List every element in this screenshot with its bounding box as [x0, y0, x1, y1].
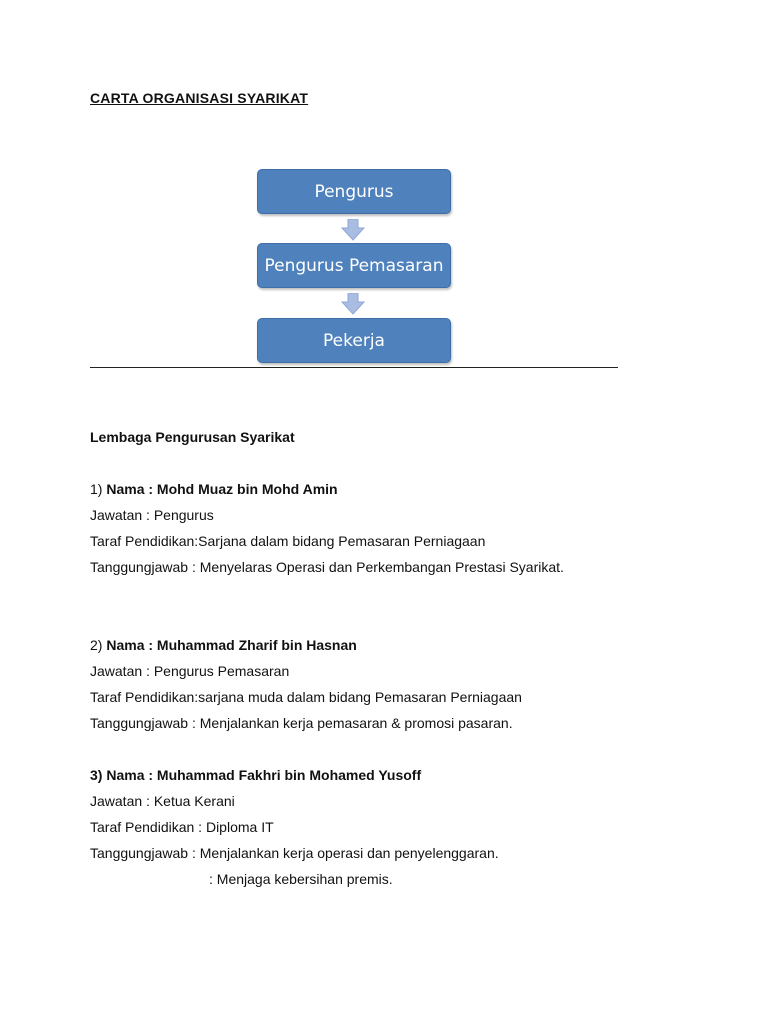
member-1-name-line — [90, 481, 338, 497]
section-title: Lembaga Pengurusan Syarikat — [90, 429, 295, 445]
member-3-jawatan: Jawatan : Ketua Kerani — [90, 793, 235, 809]
member-2-number: 2) — [90, 637, 103, 653]
member-1-jawatan: Jawatan : Pengurus — [90, 507, 214, 523]
org-box-pengurus: Pengurus — [257, 169, 451, 214]
org-box-pengurus-pemasaran: Pengurus Pemasaran — [257, 243, 451, 288]
member-2-name-line — [90, 637, 357, 653]
member-3-name-line — [90, 767, 421, 783]
member-2-tanggungjawab: Tanggungjawab : Menjalankan kerja pemasaran & promosi pasaran. — [90, 715, 513, 731]
member-1-pendidikan: Taraf Pendidikan:Sarjana dalam bidang Pemasaran Perniagaan — [90, 533, 486, 549]
member-3-pendidikan: Taraf Pendidikan : Diploma IT — [90, 819, 274, 835]
horizontal-rule — [90, 367, 618, 368]
org-box-pekerja: Pekerja — [257, 318, 451, 363]
down-arrow-icon — [341, 293, 365, 315]
member-1-number: 1) — [90, 481, 103, 497]
member-3-tanggungjawab-extra: : Menjaga kebersihan premis. — [209, 871, 393, 887]
down-arrow-icon — [341, 219, 365, 241]
member-1-tanggungjawab: Tanggungjawab : Menyelaras Operasi dan Perkembangan Prestasi Syarikat. — [90, 559, 564, 575]
member-3-tanggungjawab: Tanggungjawab : Menjalankan kerja operasi dan penyelenggaran. — [90, 845, 499, 861]
member-2-pendidikan: Taraf Pendidikan:sarjana muda dalam bidang Pemasaran Perniagaan — [90, 689, 522, 705]
member-1-name: Nama : Mohd Muaz bin Mohd Amin — [106, 481, 338, 497]
document-title: CARTA ORGANISASI SYARIKAT — [90, 90, 309, 106]
member-3-number: 3) — [90, 767, 103, 783]
member-3-name: Nama : Muhammad Fakhri bin Mohamed Yusoff — [106, 767, 422, 783]
member-2-jawatan: Jawatan : Pengurus Pemasaran — [90, 663, 290, 679]
member-2-name: Nama : Muhammad Zharif bin Hasnan — [106, 637, 357, 653]
